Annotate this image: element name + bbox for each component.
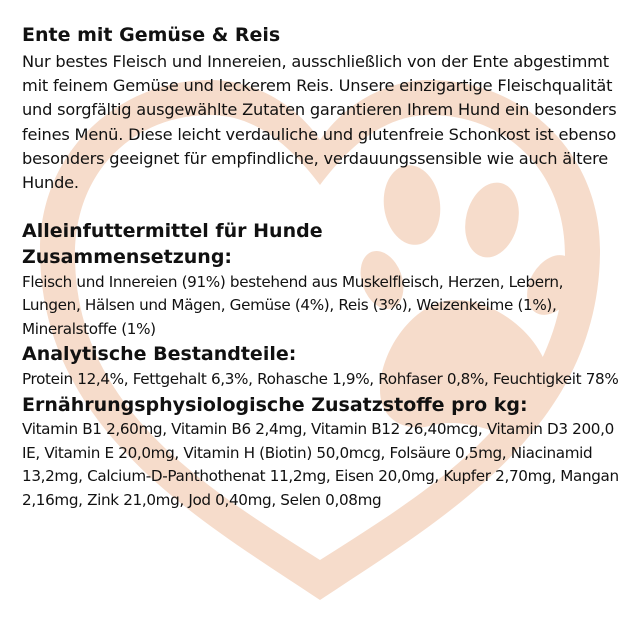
food-type-heading: Alleinfuttermittel für Hunde: [22, 219, 323, 242]
composition-heading: Zusammensetzung:: [22, 246, 233, 269]
analytical-heading: Analytische Bestandteile:: [22, 343, 297, 366]
analytical-text: Protein 12,4%, Fettgehalt 6,3%, Rohasche 1,9%, Rohfaser 0,8%, Feuchtigkeit 78%: [22, 370, 619, 388]
additives-heading: Ernährungsphysiologische Zusatzstoffe pro kg:: [22, 393, 528, 416]
composition-text: Fleisch und Innereien (91%) bestehend aus Muskelfleisch, Herzen, Lebern, Lungen, Hälsen und Mägen, Gemüse (4%), Reis (3%), Weizenkeime (1%), Mineralstoffe (1%): [22, 272, 564, 338]
additives-text: Vitamin B1 2,60mg, Vitamin B6 2,4mg, Vitamin B12 26,40mcg, Vitamin D3 200,0 IE, Vitamin E 20,0mg, Vitamin H (Biotin) 50,0mcg, Folsäure 0,5mg, Niacinamid 13,2mg, Calcium-D-Panthothenat 11,2mg, Eisen 20,0mg, Kupfer 2,70mg, Mangan 2,16mg, Zink 21,0mg, Jod 0,40mg, Selen 0,08mg: [22, 420, 619, 509]
product-title: Ente mit Gemüse & Reis: [22, 24, 281, 46]
product-description: Nur bestes Fleisch und Innereien, ausschließlich von der Ente abgestimmt mit feinem Gemüse und leckerem Reis. Unsere einzigartige Fleischqualität und sorgfältig ausgewählte Zutaten garantieren Ihrem Hund ein besonders feines Menü. Diese leicht verdauliche und glutenfreie Schonkost ist ebenso besonders geeignet für empfindliche, verdauungssensible wie auch ältere Hunde.: [22, 51, 617, 193]
section-spacer: [22, 196, 620, 218]
